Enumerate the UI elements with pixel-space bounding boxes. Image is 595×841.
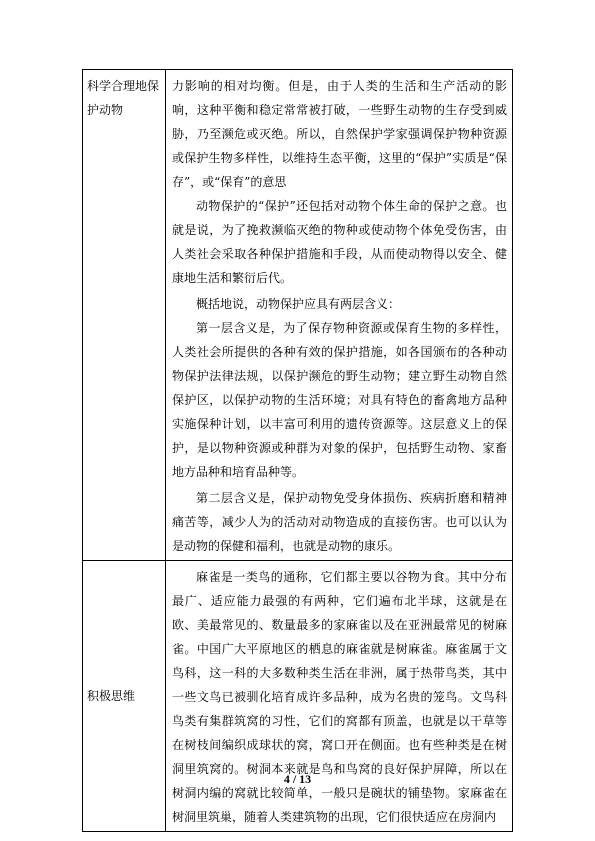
paragraph: 第二层含义是，保护动物免受身体损伤、疾病折磨和精神痛苦等，减少人为的活动对动物造成的直接伤害。也可以认为是动物的保健和福利，也就是动物的康乐。: [172, 491, 507, 553]
table-row-protect-animals: [83, 70, 513, 561]
table-row-positive-thinking: [83, 561, 513, 832]
row-content-protect-animals: [166, 70, 513, 561]
paragraph: 力影响的相对均衡。但是，由于人类的生活和生产活动的影响，这种平衡和稳定常常被打破，一些野生动物的生存受到威胁，乃至濒危或灭绝。所以，自然保护学家强调保护物种资源或保护生物多样性，以维持生态平衡，这里的“保护”实质是“保存”，或“保育”的意思: [172, 79, 507, 189]
paragraph: 概括地说，动物保护应具有两层含义：: [196, 297, 401, 311]
page-number: 4 / 13: [283, 772, 312, 786]
row-label-positive-thinking: 积极思维: [83, 561, 166, 832]
paragraph: 动物保护的“保护”还包括对动物个体生命的保护之意。也就是说，为了挽救濒临灭绝的物种或使动物个体免受伤害，由人类社会采取各种保护措施和手段，从而使动物得以安全、健康地生活和繁衍后代。: [172, 199, 507, 285]
paragraph: 麻雀是一类鸟的通称，它们都主要以谷物为食。其中分布最广、适应能力最强的有两种，它们遍布北半球，这就是在欧、美最常见的、数量最多的家麻雀以及在亚洲最常见的树麻雀。中国广大平原地区的栖息的麻雀就是树麻雀。麻雀属于文鸟科，这一科的大多数种类生活在非洲，属于热带鸟类，其中一些文鸟已被驯化培育成许多品种，成为名贵的笼鸟。文鸟科鸟类有集群筑窝的习性，它们的窝都有顶盖，也就是以干草等在树枝间编织成球状的窝，窝口开在侧面。也有些种类是在树洞里筑窝的。树洞本来就是鸟和鸟窝的良好保护屏障，所以在树洞内编的窝就比较简单，一般只是碗状的铺垫物。家麻雀在树洞里筑巢，随着人类建筑物的出现，它们很快适应在房洞内: [172, 570, 507, 824]
row-content-positive-thinking: [166, 561, 513, 832]
paragraph: 第一层含义是，为了保存物种资源或保育生物的多样性，人类社会所提供的各种有效的保护措施，如各国颁布的各种动物保护法律法规，以保护濒危的野生动物；建立野生动物自然保护区，以保护动物的生活环境；对具有特色的畜禽地方品种实施保种计划，以丰富可利用的遗传资源等。这层意义上的保护，是以物种资源或种群为对象的保护，包括野生动物、家畜地方品种和培育品种等。: [172, 321, 507, 479]
row-label-protect-animals: 科学合理地保护动物: [83, 70, 166, 561]
content-table: [82, 69, 513, 832]
